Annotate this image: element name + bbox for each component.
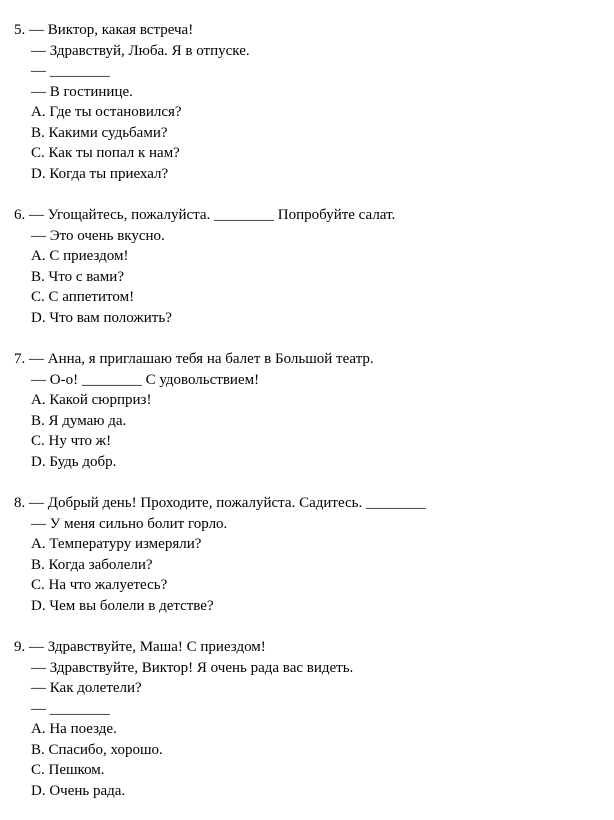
option-b: B. Какими судьбами? [31, 124, 168, 141]
dialogue-line: — Это очень вкусно. [31, 227, 165, 244]
option-c: C. На что жалуетесь? [31, 577, 168, 593]
option-b: B. Спасибо, хорошо. [31, 741, 163, 758]
option-a: A. С приездом! [31, 248, 129, 264]
dialogue-line: 8. — Добрый день! Проходите, пожалуйста. Садитесь. ________ [14, 495, 426, 511]
option-b: B. Я думаю да. [31, 412, 127, 429]
dialogue-line: — О-о! ________ С удовольствием! [31, 371, 260, 388]
dialogue-line: — Здравствуйте, Виктор! Я очень рада вас видеть. [31, 659, 354, 676]
option-d: D. Когда ты приехал? [31, 165, 169, 182]
dialogue-line: — У меня сильно болит горло. [31, 515, 228, 532]
answer-blank-line: — ________ [31, 63, 110, 79]
dialogue-line: — Здравствуй, Люба. Я в отпуске. [31, 42, 250, 59]
option-b: B. Когда заболели? [31, 556, 153, 573]
dialogue-line: — В гостинице. [31, 83, 133, 100]
question-5 [14, 20, 604, 184]
option-a: A. Температуру измеряли? [31, 536, 202, 552]
option-c: C. С аппетитом! [31, 289, 135, 305]
dialogue-line: 5. — Виктор, какая встреча! [14, 22, 194, 38]
dialogue-line: 7. — Анна, я приглашаю тебя на балет в Большой театр. [14, 351, 374, 367]
dialogue-line: 9. — Здравствуйте, Маша! С приездом! [14, 639, 266, 655]
option-a: A. Где ты остановился? [31, 104, 182, 120]
option-d: D. Чем вы болели в детстве? [31, 597, 214, 614]
option-c: C. Ну что ж! [31, 433, 112, 449]
option-d: D. Очень рада. [31, 782, 126, 799]
question-6 [14, 205, 604, 328]
option-c: C. Пешком. [31, 762, 105, 778]
option-b: B. Что с вами? [31, 268, 124, 285]
option-a: A. Какой сюрприз! [31, 392, 152, 408]
option-a: A. На поезде. [31, 721, 117, 737]
question-9 [14, 637, 604, 801]
dialogue-line: — Как долетели? [31, 680, 142, 696]
question-7 [14, 349, 604, 472]
question-8 [14, 493, 604, 616]
option-d: D. Будь добр. [31, 453, 117, 470]
option-c: C. Как ты попал к нам? [31, 145, 180, 161]
dialogue-line: 6. — Угощайтесь, пожалуйста. ________ Попробуйте салат. [14, 207, 396, 223]
answer-blank-line: — ________ [31, 700, 110, 717]
option-d: D. Что вам положить? [31, 309, 172, 326]
